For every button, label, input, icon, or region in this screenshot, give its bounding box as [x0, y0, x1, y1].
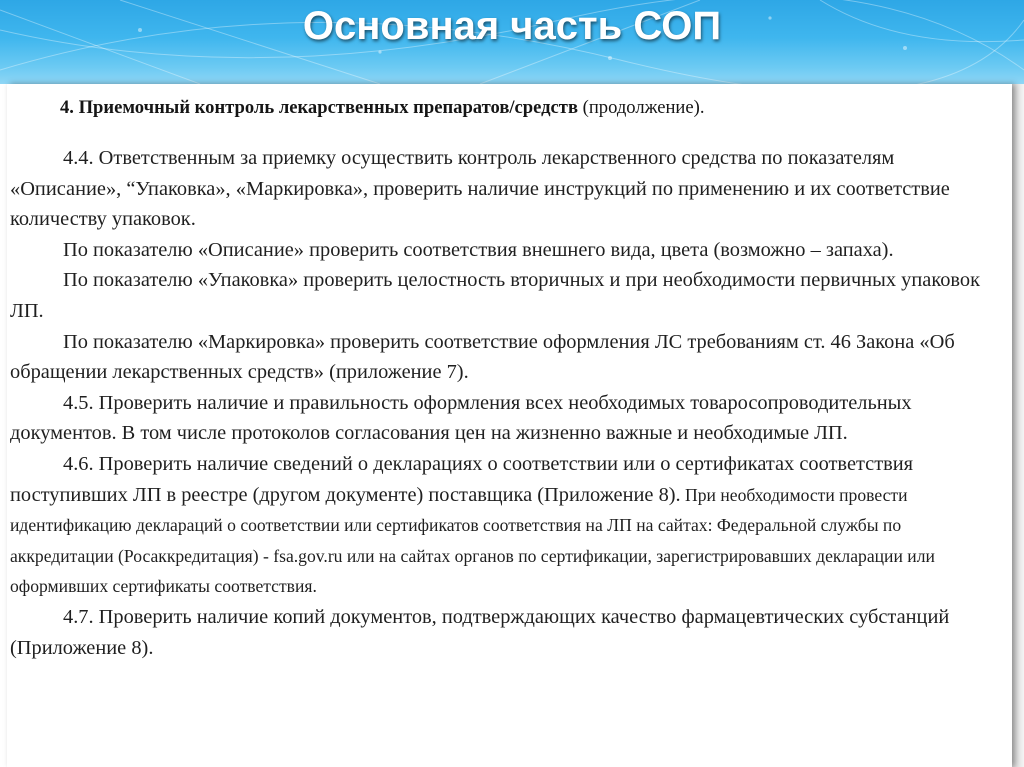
page-edge-shadow	[1012, 84, 1024, 767]
title-banner	[0, 0, 1024, 84]
paragraph-4-5	[10, 388, 1005, 449]
paragraph-packaging	[10, 265, 1005, 326]
content-panel	[7, 84, 1012, 767]
paragraph-description-text: По показателю «Описание» проверить соответствия внешнего вида, цвета (возможно – запаха).	[63, 238, 894, 261]
paragraph-marking-text: По показателю «Маркировка» проверить соответствие оформления ЛС требованиям ст. 46 Закона «Об обращении лекарственных средств» (приложение 7).	[10, 330, 955, 384]
paragraph-4-6-note: При необходимости провести идентификацию деклараций о соответствии или сертификатов соответствия на ЛП на сайтах: Федеральной службы по аккредитации (Росаккредитация) - fsa.gov.ru или на сайтах органов по сертификации, зарегистрировавших декларации или оформивших сертификаты соответствия.	[10, 484, 935, 597]
section-heading-suffix: (продолжение).	[577, 97, 705, 118]
section-body	[10, 143, 1005, 663]
paragraph-packaging-text: По показателю «Упаковка» проверить целостность вторичных и при необходимости первичных упаковок ЛП.	[10, 269, 980, 322]
paragraph-4-7	[10, 602, 1005, 663]
paragraph-description	[10, 235, 1005, 266]
paragraph-4-4	[10, 143, 1005, 235]
paragraph-4-5-text: 4.5. Проверить наличие и правильность оформления всех необходимых товаросопроводительных документов. В том числе протоколов согласования цен на жизненно важные и необходимые ЛП.	[10, 391, 912, 445]
paragraph-4-6-text: 4.6. Проверить наличие сведений о декларациях о соответствии или о сертификатах соответствия поступивших ЛП в реестре (другом документе) поставщика (Приложение 8).	[10, 452, 914, 506]
section-heading	[60, 95, 1000, 121]
section-heading-title: 4. Приемочный контроль лекарственных препаратов/средств	[60, 97, 578, 118]
paragraph-4-7-text: 4.7. Проверить наличие копий документов, подтверждающих качество фармацевтических субстанций (Приложение 8).	[10, 605, 950, 659]
slide-title: Основная часть СОП	[302, 4, 722, 48]
paragraph-4-6	[10, 449, 1005, 602]
paragraph-4-4-text: 4.4. Ответственным за приемку осуществить контроль лекарственного средства по показателям «Описание», “Упаковка», «Маркировка», проверить наличие инструкций по применению и их соответствие количеству упаковок.	[10, 147, 950, 231]
paragraph-marking	[10, 327, 1005, 388]
